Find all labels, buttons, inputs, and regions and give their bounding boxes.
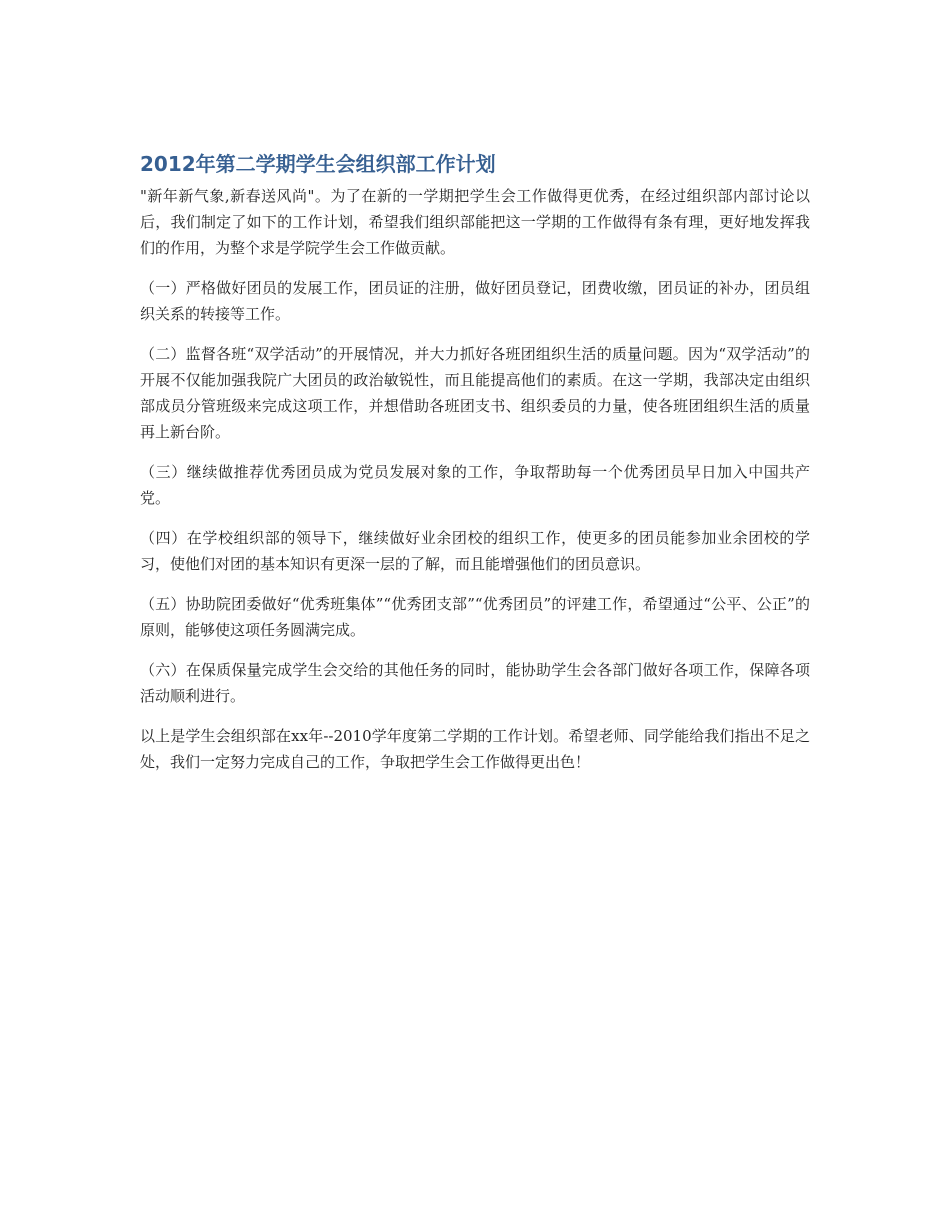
document-page: [140, 148, 810, 789]
paragraph-item-5: （五）协助院团委做好“优秀班集体”“优秀团支部”“优秀团员”的评建工作，希望通过“公平、公正”的原则，能够使这项任务圆满完成。: [140, 595, 810, 639]
paragraph-item-3: （三）继续做推荐优秀团员成为党员发展对象的工作，争取帮助每一个优秀团员早日加入中国共产党。: [140, 463, 810, 507]
document-title: 2012年第二学期学生会组织部工作计划: [140, 152, 496, 176]
paragraph-item-6: （六）在保质保量完成学生会交给的其他任务的同时，能协助学生会各部门做好各项工作，保障各项活动顺利进行。: [140, 661, 810, 705]
paragraph-conclusion: 以上是学生会组织部在xx年--2010学年度第二学期的工作计划。希望老师、同学能给我们指出不足之处，我们一定努力完成自己的工作，争取把学生会工作做得更出色！: [140, 727, 810, 771]
paragraph-item-4: （四）在学校组织部的领导下，继续做好业余团校的组织工作，使更多的团员能参加业余团校的学习，使他们对团的基本知识有更深一层的了解，而且能增强他们的团员意识。: [140, 529, 810, 573]
paragraph-item-1: （一）严格做好团员的发展工作，团员证的注册，做好团员登记，团费收缴，团员证的补办，团员组织关系的转接等工作。: [140, 279, 810, 323]
paragraph-intro: "新年新气象,新春送风尚"。为了在新的一学期把学生会工作做得更优秀，在经过组织部内部讨论以后，我们制定了如下的工作计划，希望我们组织部能把这一学期的工作做得有条有理，更好地发挥我们的作用，为整个求是学院学生会工作做贡献。: [140, 187, 810, 257]
paragraph-item-2: （二）监督各班“双学活动”的开展情况，并大力抓好各班团组织生活的质量问题。因为“双学活动”的开展不仅能加强我院广大团员的政治敏锐性，而且能提高他们的素质。在这一学期，我部决定由组织部成员分管班级来完成这项工作，并想借助各班团支书、组织委员的力量，使各班团组织生活的质量再上新台阶。: [140, 345, 810, 441]
